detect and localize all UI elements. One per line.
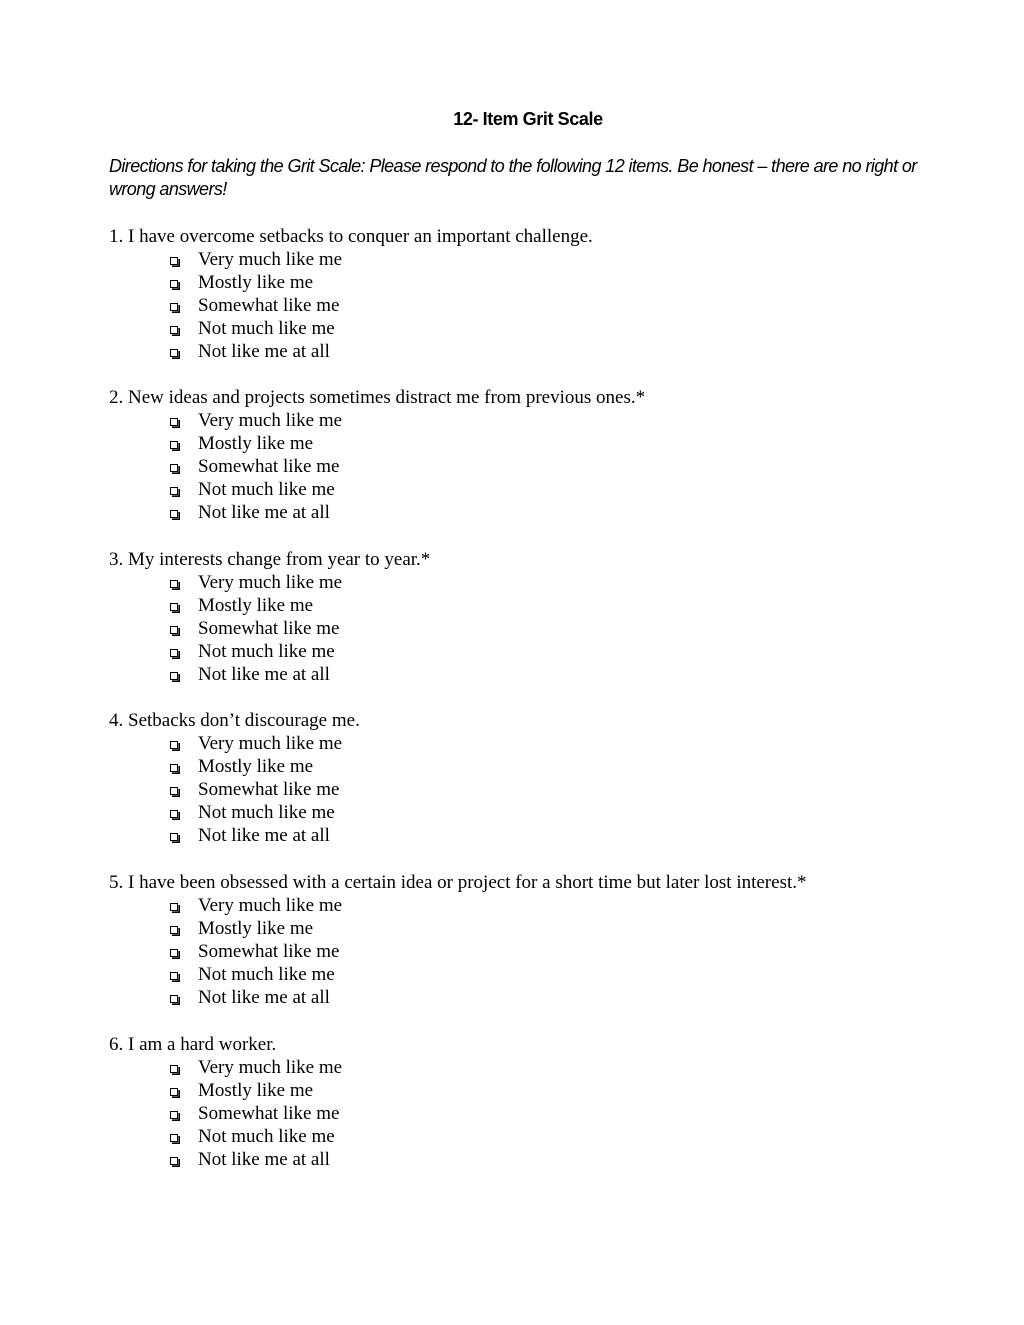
option-label: Very much like me — [198, 895, 343, 916]
option-very-much-like-me[interactable] — [170, 248, 989, 271]
checkbox-icon[interactable] — [170, 441, 178, 449]
question-3-text: 3. My interests change from year to year.* — [109, 549, 431, 570]
option-label: Somewhat like me — [198, 618, 340, 639]
option-mostly-like-me[interactable] — [170, 755, 989, 778]
checkbox-icon[interactable] — [170, 626, 178, 634]
option-mostly-like-me[interactable] — [170, 1079, 989, 1102]
option-mostly-like-me[interactable] — [170, 271, 989, 294]
option-label: Mostly like me — [198, 595, 314, 616]
option-very-much-like-me[interactable] — [170, 732, 989, 755]
option-label: Very much like me — [198, 249, 343, 270]
checkbox-icon[interactable] — [170, 672, 178, 680]
checkbox-icon[interactable] — [170, 603, 178, 611]
question-1-text: 1. I have overcome setbacks to conquer an important challenge. — [109, 226, 593, 247]
option-label: Not like me at all — [198, 502, 330, 523]
question-3-options — [109, 571, 989, 686]
checkbox-icon[interactable] — [170, 418, 178, 426]
option-not-much-like-me[interactable] — [170, 640, 989, 663]
option-label: Somewhat like me — [198, 295, 340, 316]
checkbox-icon[interactable] — [170, 787, 178, 795]
option-label: Somewhat like me — [198, 1103, 340, 1124]
checkbox-icon[interactable] — [170, 995, 178, 1003]
option-somewhat-like-me[interactable] — [170, 778, 989, 801]
checkbox-icon[interactable] — [170, 257, 178, 265]
option-label: Not much like me — [198, 1126, 335, 1147]
option-very-much-like-me[interactable] — [170, 571, 989, 594]
option-mostly-like-me[interactable] — [170, 432, 989, 455]
checkbox-icon[interactable] — [170, 464, 178, 472]
checkbox-icon[interactable] — [170, 764, 178, 772]
option-label: Very much like me — [198, 572, 343, 593]
option-very-much-like-me[interactable] — [170, 894, 989, 917]
option-very-much-like-me[interactable] — [170, 1056, 989, 1079]
option-somewhat-like-me[interactable] — [170, 940, 989, 963]
option-not-much-like-me[interactable] — [170, 1125, 989, 1148]
checkbox-icon[interactable] — [170, 326, 178, 334]
option-not-much-like-me[interactable] — [170, 478, 989, 501]
question-1 — [109, 225, 989, 363]
question-1-options — [109, 248, 989, 363]
checkbox-icon[interactable] — [170, 903, 178, 911]
question-6-text: 6. I am a hard worker. — [109, 1034, 277, 1055]
option-label: Somewhat like me — [198, 456, 340, 477]
checkbox-icon[interactable] — [170, 833, 178, 841]
question-5-options — [109, 894, 989, 1009]
option-not-like-me-at-all[interactable] — [170, 340, 989, 363]
checkbox-icon[interactable] — [170, 741, 178, 749]
option-label: Not like me at all — [198, 341, 330, 362]
checkbox-icon[interactable] — [170, 649, 178, 657]
option-label: Very much like me — [198, 733, 343, 754]
option-not-much-like-me[interactable] — [170, 801, 989, 824]
option-label: Very much like me — [198, 410, 343, 431]
checkbox-icon[interactable] — [170, 349, 178, 357]
checkbox-icon[interactable] — [170, 1134, 178, 1142]
option-label: Very much like me — [198, 1057, 343, 1078]
option-label: Not like me at all — [198, 825, 330, 846]
option-not-like-me-at-all[interactable] — [170, 663, 989, 686]
directions-text: Directions for taking the Grit Scale: Please respond to the following 12 items. Be honest – there are no right or wrong answers! — [109, 156, 917, 199]
checkbox-icon[interactable] — [170, 303, 178, 311]
option-not-much-like-me[interactable] — [170, 963, 989, 986]
option-label: Somewhat like me — [198, 941, 340, 962]
checkbox-icon[interactable] — [170, 972, 178, 980]
option-label: Not like me at all — [198, 1149, 330, 1170]
option-label: Not much like me — [198, 802, 335, 823]
document-title: 12- Item Grit Scale — [453, 109, 603, 129]
checkbox-icon[interactable] — [170, 280, 178, 288]
option-somewhat-like-me[interactable] — [170, 455, 989, 478]
option-somewhat-like-me[interactable] — [170, 1102, 989, 1125]
checkbox-icon[interactable] — [170, 580, 178, 588]
question-4-options — [109, 732, 989, 847]
option-label: Not much like me — [198, 964, 335, 985]
checkbox-icon[interactable] — [170, 1065, 178, 1073]
option-label: Not much like me — [198, 318, 335, 339]
option-label: Not like me at all — [198, 987, 330, 1008]
question-5 — [109, 871, 989, 1009]
question-5-text: 5. I have been obsessed with a certain idea or project for a short time but later lost interest.* — [109, 872, 807, 893]
option-label: Not like me at all — [198, 664, 330, 685]
option-label: Mostly like me — [198, 756, 314, 777]
option-label: Not much like me — [198, 479, 335, 500]
option-label: Somewhat like me — [198, 779, 340, 800]
checkbox-icon[interactable] — [170, 1088, 178, 1096]
option-label: Mostly like me — [198, 272, 314, 293]
question-4 — [109, 709, 989, 847]
option-label: Mostly like me — [198, 918, 314, 939]
option-not-like-me-at-all[interactable] — [170, 1148, 989, 1171]
option-not-like-me-at-all[interactable] — [170, 986, 989, 1009]
checkbox-icon[interactable] — [170, 926, 178, 934]
question-2 — [109, 386, 989, 524]
option-label: Mostly like me — [198, 433, 314, 454]
option-not-much-like-me[interactable] — [170, 317, 989, 340]
question-2-options — [109, 409, 989, 524]
question-2-text: 2. New ideas and projects sometimes distract me from previous ones.* — [109, 387, 646, 408]
option-mostly-like-me[interactable] — [170, 594, 989, 617]
option-label: Mostly like me — [198, 1080, 314, 1101]
question-4-text: 4. Setbacks don’t discourage me. — [109, 710, 360, 731]
option-somewhat-like-me[interactable] — [170, 617, 989, 640]
option-somewhat-like-me[interactable] — [170, 294, 989, 317]
option-mostly-like-me[interactable] — [170, 917, 989, 940]
question-3 — [109, 548, 989, 686]
checkbox-icon[interactable] — [170, 510, 178, 518]
checkbox-icon[interactable] — [170, 1157, 178, 1165]
option-not-like-me-at-all[interactable] — [170, 824, 989, 847]
checkbox-icon[interactable] — [170, 810, 178, 818]
option-very-much-like-me[interactable] — [170, 409, 989, 432]
checkbox-icon[interactable] — [170, 949, 178, 957]
checkbox-icon[interactable] — [170, 487, 178, 495]
checkbox-icon[interactable] — [170, 1111, 178, 1119]
question-6 — [109, 1033, 989, 1171]
option-label: Not much like me — [198, 641, 335, 662]
question-6-options — [109, 1056, 989, 1171]
option-not-like-me-at-all[interactable] — [170, 501, 989, 524]
